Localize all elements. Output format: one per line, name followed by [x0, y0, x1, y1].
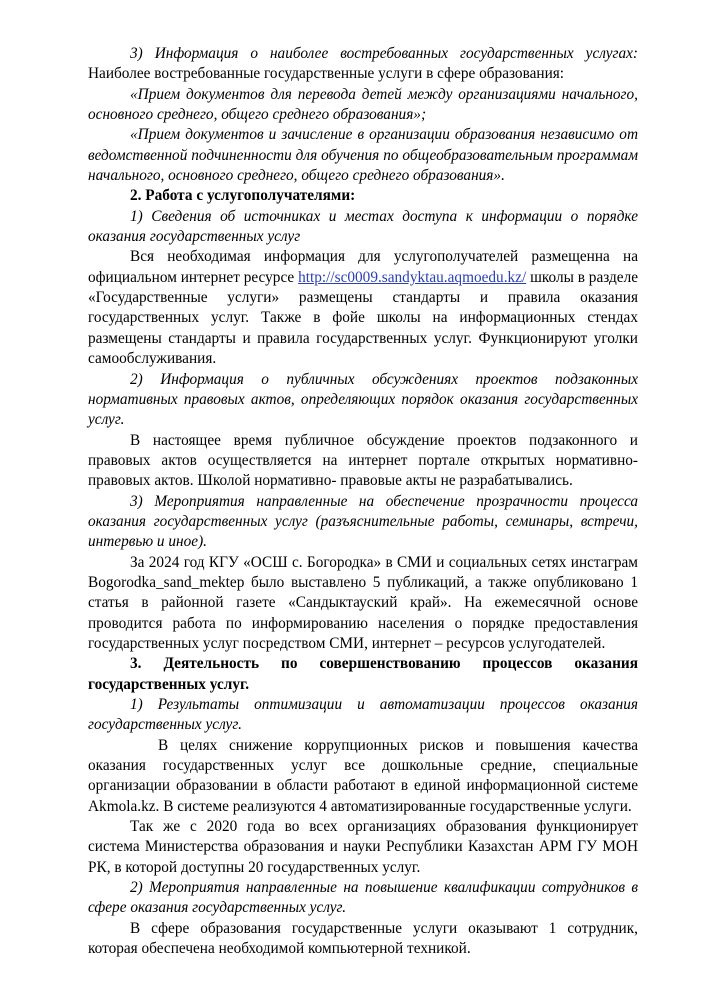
paragraph-16: В сфере образования государственные услуги оказывают 1 сотрудник, которая обеспечена необходимой компьютерной техникой.: [88, 919, 638, 958]
paragraph-10: За 2024 год КГУ «ОСШ с. Богородка» в СМИ и социальных сетях инстаграм Bogorodka_sand_mektep было выставлено 5 публикаций, а также опубликовано 1 статья в районной газете «Сандыктауский край». На ежемесячной основе проводится работа по информированию населения о порядке предоставления государственных услуг посредством СМИ, интернет – ресурсов услугодателей.: [88, 553, 638, 652]
paragraph-1-lead: 3) Информация о наиболее востребованных государственных услугах:: [130, 45, 638, 62]
paragraph-2: «Прием документов для перевода детей между организациями начального, основного среднего, общего среднего образования»;: [88, 85, 638, 124]
paragraph-6-after: школы в разделе «Государственные услуги» размещены стандарты и правила оказания государственных услуг. Также в фойе школы на информационных стендах размещены стандарты и правила государственных услуг. Функционируют уголки самообслуживания.: [88, 268, 638, 368]
paragraph-5: 1) Сведения об источниках и местах доступа к информации о порядке оказания государственных услуг: [88, 207, 638, 246]
paragraph-9: 3) Мероприятия направленные на обеспечение прозрачности процесса оказания государственных услуг (разъяснительные работы, семинары, встречи, интервью и иное).: [88, 492, 638, 551]
document-body: [88, 44, 638, 959]
paragraph-12: 1) Результаты оптимизации и автоматизации процессов оказания государственных услуг.: [88, 696, 638, 734]
paragraph-15: 2) Мероприятия направленные на повышение квалификации сотрудников в сфере оказания государственных услуг.: [88, 879, 638, 917]
paragraph-8: В настоящее время публичное обсуждение проектов подзаконного и правовых актов осуществляется на интернет портале открытых нормативно-правовых актов. Школой нормативно- правовые акты не разрабатывались.: [88, 431, 638, 490]
paragraph-6-before: Вся необходимая информация для услугополучателей размещенна на официальном интернет ресурсе: [88, 248, 638, 286]
paragraph-1-text: Наиболее востребованные государственные услуги в сфере образования:: [88, 65, 565, 83]
paragraph-13: В целях снижение коррупционных рисков и повышения качества оказания государственных услуг все дошкольные средние, специальные организации образовании в области работают в единой информационной системе Akmola.kz. В системе реализуются 4 автоматизированные государственные услуги.: [88, 736, 638, 815]
paragraph-6: [88, 247, 638, 369]
paragraph-1: [88, 44, 638, 85]
school-website-link[interactable]: http://sc0009.sandyktau.aqmoedu.kz/: [298, 268, 527, 286]
paragraph-3: «Прием документов и зачисление в организации образования независимо от ведомственной подчиненности для обучения по общеобразовательным программам начального, основного среднего, общего среднего образования».: [88, 126, 638, 185]
heading-section-3: 3. Деятельность по совершенствованию процессов оказания государственных услуг.: [88, 655, 638, 693]
heading-section-2: 2. Работа с услугополучателями:: [130, 187, 356, 205]
paragraph-14: Так же с 2020 года во всех организациях образования функционирует система Министерства образования и науки Республики Казахстан АРМ ГУ МОН РК, в которой доступны 20 государственных услуг.: [88, 818, 638, 876]
paragraph-7: 2) Информация о публичных обсуждениях проектов подзаконных нормативных правовых актов, определяющих порядок оказания государственных услуг.: [88, 370, 638, 429]
